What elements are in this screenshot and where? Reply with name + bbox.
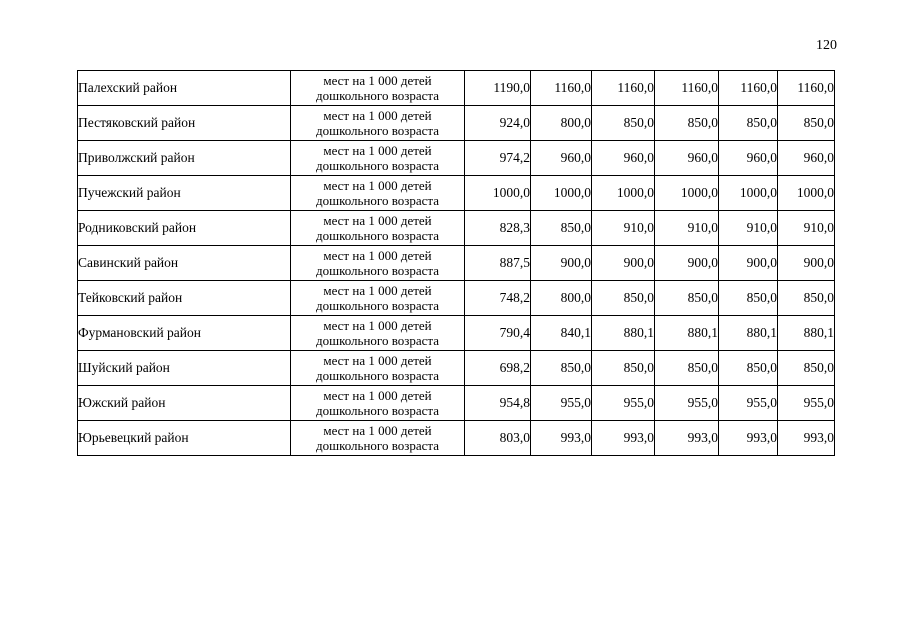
- district-name-cell: Приволжский район: [78, 141, 291, 176]
- value-cell: 910,0: [778, 211, 835, 246]
- unit-line: мест на 1 000 детей: [323, 108, 432, 123]
- district-name-cell: Фурмановский район: [78, 316, 291, 351]
- unit-cell: [291, 106, 465, 141]
- unit-line: дошкольного возраста: [315, 263, 440, 278]
- value-cell: 850,0: [778, 351, 835, 386]
- page-number: 120: [816, 38, 837, 53]
- unit-line: мест на 1 000 детей: [323, 248, 432, 263]
- value-cell: 993,0: [719, 421, 778, 456]
- table-body: [78, 71, 835, 456]
- value-cell: 955,0: [531, 386, 592, 421]
- unit-cell: [291, 386, 465, 421]
- value-cell: 993,0: [655, 421, 719, 456]
- value-cell: 850,0: [719, 351, 778, 386]
- value-cell: 1000,0: [655, 176, 719, 211]
- district-name-cell: Савинский район: [78, 246, 291, 281]
- value-cell: 850,0: [719, 106, 778, 141]
- value-cell: 850,0: [531, 351, 592, 386]
- table-row: [78, 246, 835, 281]
- district-name-cell: Родниковский район: [78, 211, 291, 246]
- value-cell: 910,0: [592, 211, 655, 246]
- value-cell: 880,1: [719, 316, 778, 351]
- value-cell: 850,0: [655, 351, 719, 386]
- value-cell: 800,0: [531, 281, 592, 316]
- table-row: [78, 176, 835, 211]
- district-name-cell: Шуйский район: [78, 351, 291, 386]
- value-cell: 850,0: [531, 211, 592, 246]
- value-cell: 828,3: [465, 211, 531, 246]
- table-row: [78, 281, 835, 316]
- unit-line: дошкольного возраста: [315, 438, 440, 453]
- value-cell: 974,2: [465, 141, 531, 176]
- unit-cell: [291, 176, 465, 211]
- unit-line: мест на 1 000 детей: [323, 283, 432, 298]
- unit-line: дошкольного возраста: [315, 368, 440, 383]
- unit-line: мест на 1 000 детей: [323, 423, 432, 438]
- value-cell: 1160,0: [592, 71, 655, 106]
- unit-cell: [291, 211, 465, 246]
- unit-line: дошкольного возраста: [315, 88, 440, 103]
- table-row: [78, 71, 835, 106]
- value-cell: 880,1: [778, 316, 835, 351]
- unit-line: дошкольного возраста: [315, 123, 440, 138]
- district-name-cell: Пучежский район: [78, 176, 291, 211]
- value-cell: 698,2: [465, 351, 531, 386]
- unit-cell: [291, 281, 465, 316]
- value-cell: 1000,0: [778, 176, 835, 211]
- unit-line: мест на 1 000 детей: [323, 353, 432, 368]
- value-cell: 850,0: [655, 281, 719, 316]
- value-cell: 960,0: [531, 141, 592, 176]
- value-cell: 900,0: [531, 246, 592, 281]
- table-row: [78, 106, 835, 141]
- value-cell: 887,5: [465, 246, 531, 281]
- value-cell: 1160,0: [655, 71, 719, 106]
- unit-line: дошкольного возраста: [315, 333, 440, 348]
- value-cell: 955,0: [592, 386, 655, 421]
- value-cell: 955,0: [719, 386, 778, 421]
- value-cell: 954,8: [465, 386, 531, 421]
- value-cell: 960,0: [592, 141, 655, 176]
- value-cell: 955,0: [655, 386, 719, 421]
- value-cell: 993,0: [531, 421, 592, 456]
- unit-line: дошкольного возраста: [315, 403, 440, 418]
- table-row: [78, 351, 835, 386]
- value-cell: 955,0: [778, 386, 835, 421]
- unit-line: мест на 1 000 детей: [323, 213, 432, 228]
- value-cell: 910,0: [655, 211, 719, 246]
- value-cell: 800,0: [531, 106, 592, 141]
- value-cell: 910,0: [719, 211, 778, 246]
- table-row: [78, 386, 835, 421]
- unit-cell: [291, 71, 465, 106]
- value-cell: 960,0: [719, 141, 778, 176]
- value-cell: 900,0: [592, 246, 655, 281]
- value-cell: 790,4: [465, 316, 531, 351]
- value-cell: 748,2: [465, 281, 531, 316]
- value-cell: 993,0: [592, 421, 655, 456]
- value-cell: 900,0: [719, 246, 778, 281]
- value-cell: 840,1: [531, 316, 592, 351]
- district-name-cell: Южский район: [78, 386, 291, 421]
- unit-cell: [291, 316, 465, 351]
- unit-line: мест на 1 000 детей: [323, 143, 432, 158]
- unit-line: дошкольного возраста: [315, 193, 440, 208]
- value-cell: 1190,0: [465, 71, 531, 106]
- value-cell: 850,0: [719, 281, 778, 316]
- unit-line: дошкольного возраста: [315, 228, 440, 243]
- value-cell: 1000,0: [531, 176, 592, 211]
- unit-line: дошкольного возраста: [315, 158, 440, 173]
- table-row: [78, 316, 835, 351]
- district-name-cell: Пестяковский район: [78, 106, 291, 141]
- unit-cell: [291, 421, 465, 456]
- value-cell: 803,0: [465, 421, 531, 456]
- value-cell: 1160,0: [778, 71, 835, 106]
- value-cell: 880,1: [655, 316, 719, 351]
- value-cell: 924,0: [465, 106, 531, 141]
- unit-line: мест на 1 000 детей: [323, 318, 432, 333]
- table-row: [78, 141, 835, 176]
- unit-cell: [291, 246, 465, 281]
- unit-line: дошкольного возраста: [315, 298, 440, 313]
- table-row: [78, 211, 835, 246]
- unit-line: мест на 1 000 детей: [323, 388, 432, 403]
- value-cell: 1000,0: [465, 176, 531, 211]
- value-cell: 1000,0: [719, 176, 778, 211]
- value-cell: 850,0: [592, 281, 655, 316]
- value-cell: 850,0: [655, 106, 719, 141]
- value-cell: 850,0: [592, 351, 655, 386]
- value-cell: 1160,0: [531, 71, 592, 106]
- unit-line: мест на 1 000 детей: [323, 73, 432, 88]
- value-cell: 960,0: [778, 141, 835, 176]
- value-cell: 850,0: [778, 281, 835, 316]
- value-cell: 850,0: [592, 106, 655, 141]
- value-cell: 993,0: [778, 421, 835, 456]
- value-cell: 850,0: [778, 106, 835, 141]
- value-cell: 900,0: [778, 246, 835, 281]
- unit-line: мест на 1 000 детей: [323, 178, 432, 193]
- value-cell: 1160,0: [719, 71, 778, 106]
- unit-cell: [291, 351, 465, 386]
- district-name-cell: Тейковский район: [78, 281, 291, 316]
- value-cell: 1000,0: [592, 176, 655, 211]
- unit-cell: [291, 141, 465, 176]
- value-cell: 900,0: [655, 246, 719, 281]
- value-cell: 880,1: [592, 316, 655, 351]
- indicator-table: [77, 70, 835, 456]
- district-name-cell: Палехский район: [78, 71, 291, 106]
- value-cell: 960,0: [655, 141, 719, 176]
- district-name-cell: Юрьевецкий район: [78, 421, 291, 456]
- table-row: [78, 421, 835, 456]
